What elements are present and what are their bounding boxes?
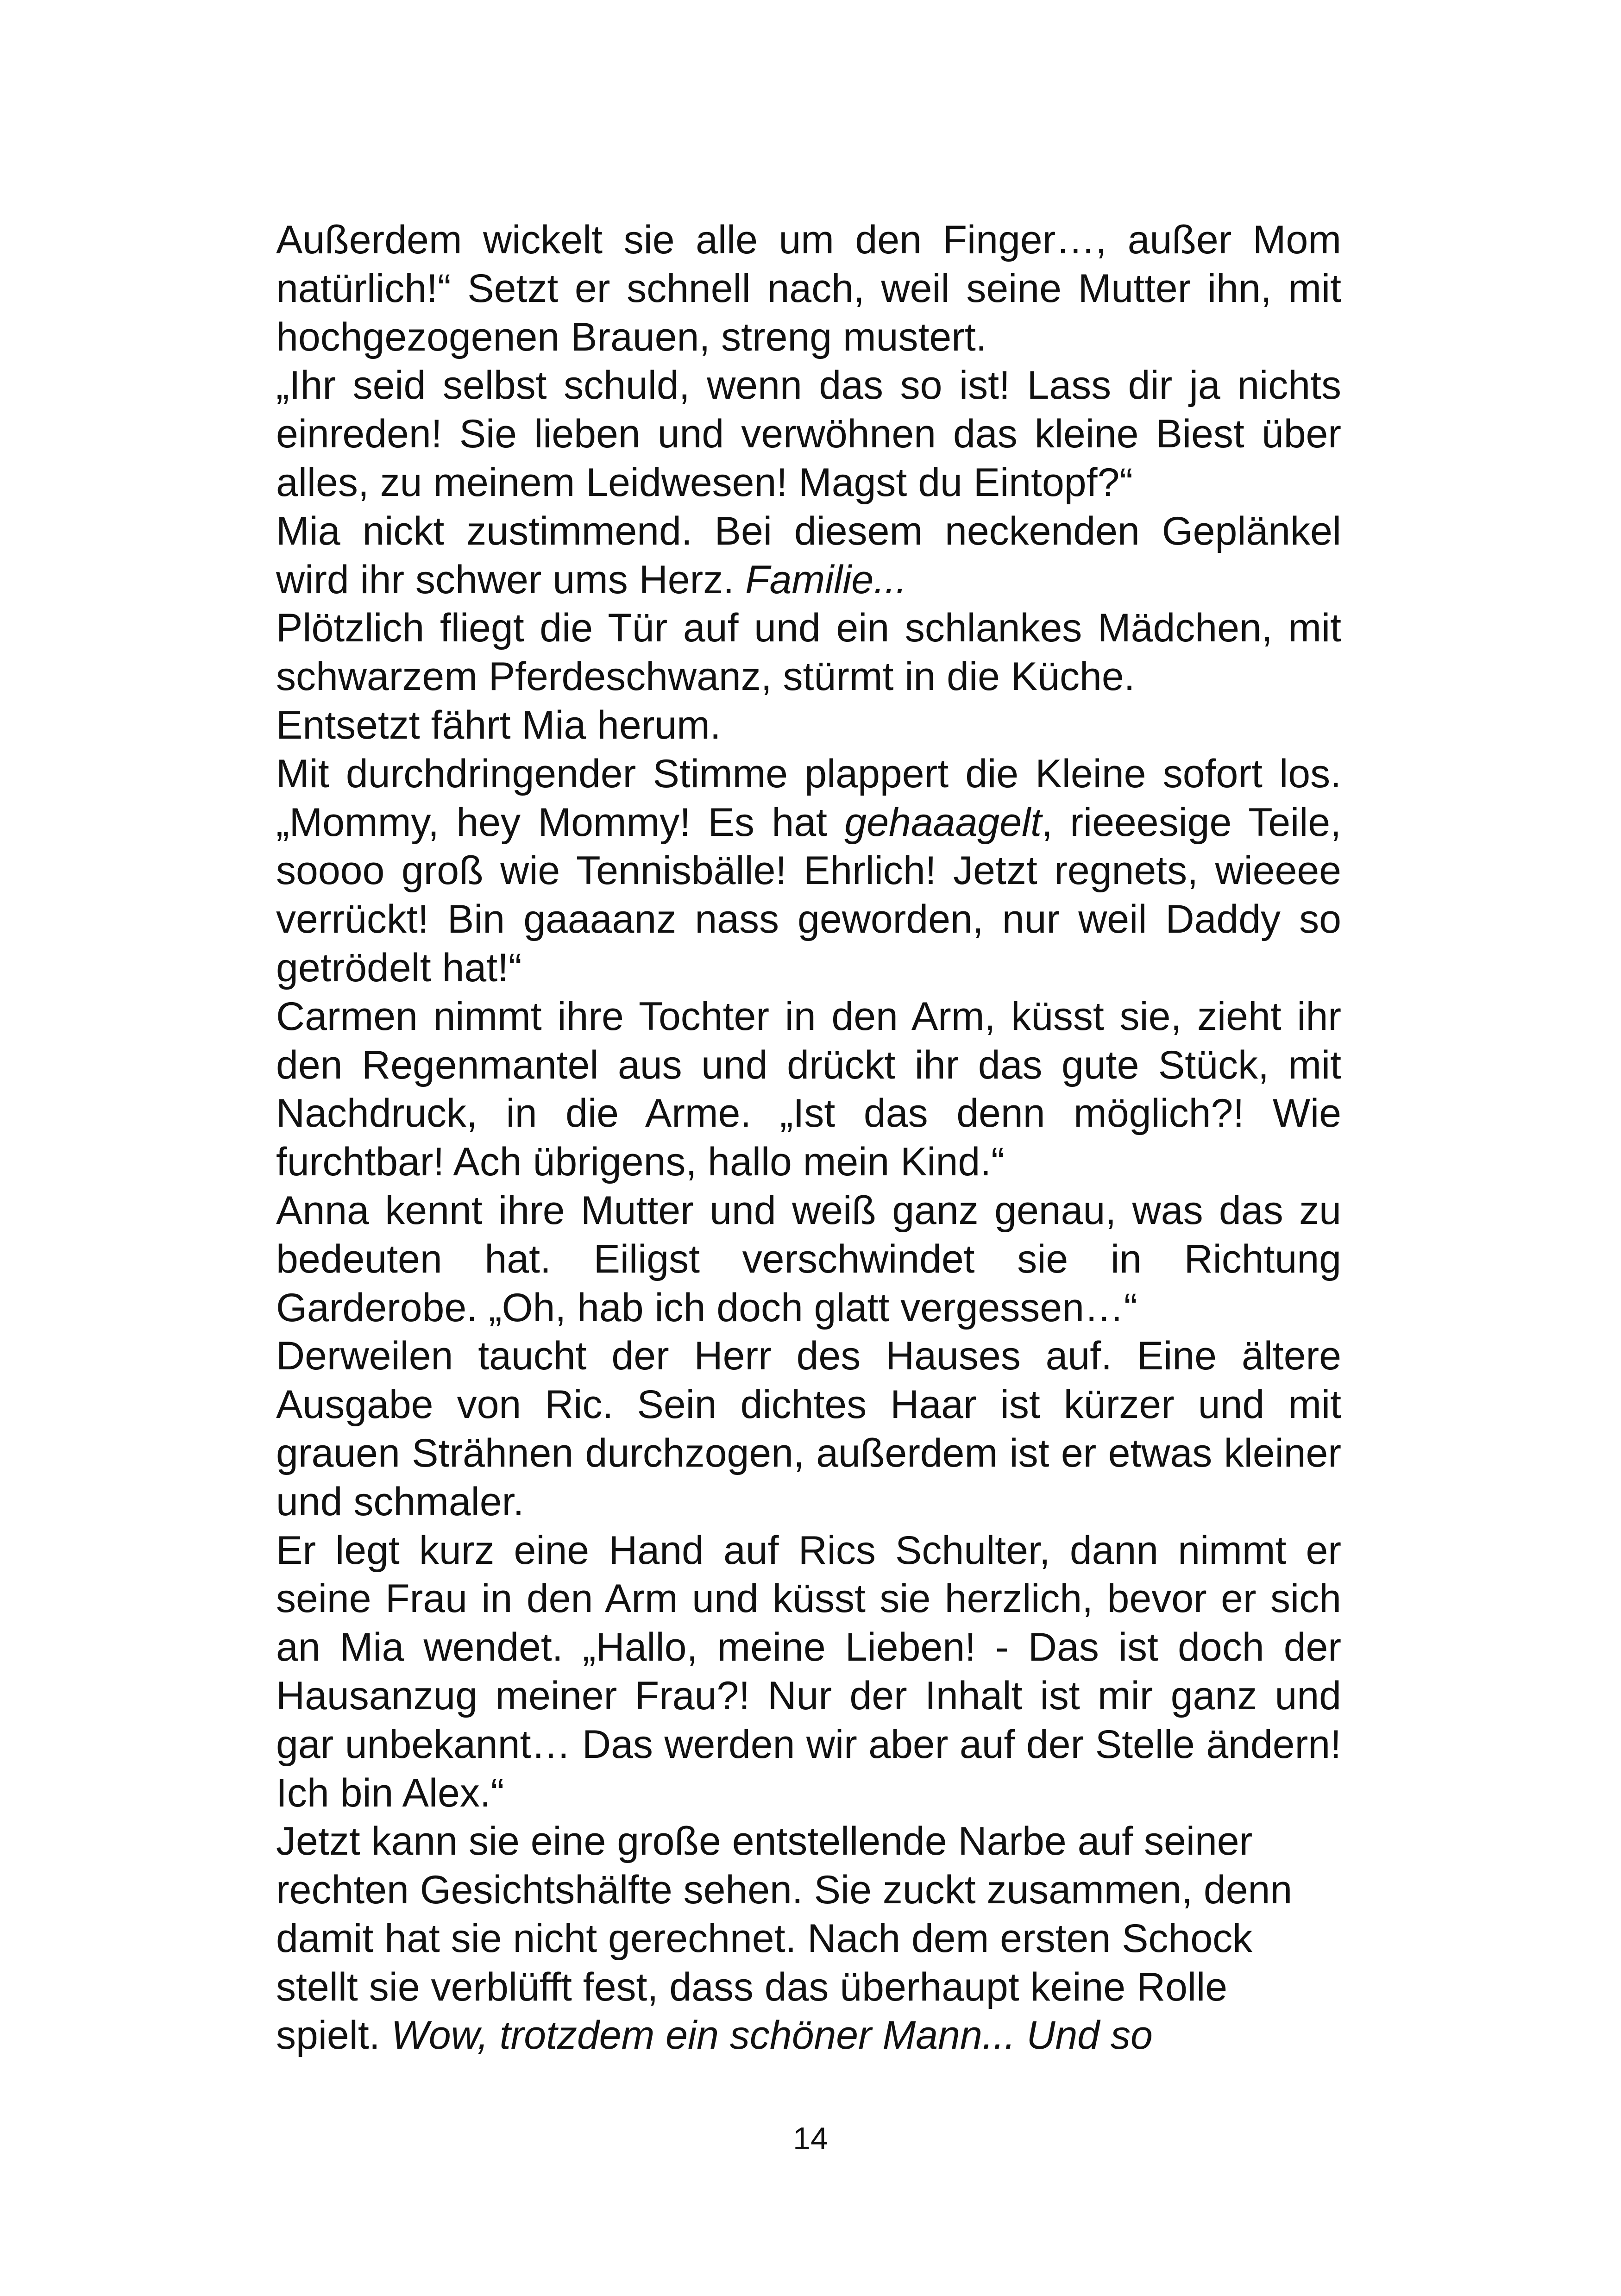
paragraph xyxy=(276,1526,1341,1818)
text-run: „Ihr seid selbst schuld, wenn das so ist! Lass dir ja nichts einreden! Sie lieben und verwöhnen das kleine Biest über alles, zu meinem Leidwesen! Magst du Eintopf?“ xyxy=(276,363,1341,505)
italic-text: gehaaagelt xyxy=(844,800,1042,845)
text-run: Entsetzt fährt Mia herum. xyxy=(276,703,721,747)
text-run: Jetzt kann sie eine große entstellende Narbe auf seiner rechten Gesichtshälfte sehen. Sie zuckt zusammen, denn damit hat sie nicht gerechnet. Nach dem ersten Schock stellt sie verblüfft fest, dass das überhaupt keine Rolle spielt. xyxy=(276,1819,1293,2058)
paragraph xyxy=(276,1332,1341,1526)
text-run: Anna kennt ihre Mutter und weiß ganz genau, was das zu bedeuten hat. Eiligst verschwindet sie in Richtung Garderobe. „Oh, hab ich doch glatt vergessen…“ xyxy=(276,1188,1341,1330)
text-run: Derweilen taucht der Herr des Hauses auf. Eine ältere Ausgabe von Ric. Sein dichtes Haar ist kürzer und mit grauen Strähnen durchzogen, außerdem ist er etwas kleiner und schmaler. xyxy=(276,1334,1341,1524)
text-run: , rieeesige Teile, soooo groß wie Tennisbälle! Ehrlich! Jetzt regnets, wieeee verrückt! Bin gaaaanz nass geworden, nur weil Daddy so getrödelt hat!“ xyxy=(276,800,1342,990)
italic-text: Wow, trotzdem ein schöner Mann... Und so xyxy=(391,2013,1153,2058)
paragraph xyxy=(276,507,1341,604)
paragraph xyxy=(276,992,1341,1186)
page-number: 14 xyxy=(793,2121,828,2156)
text-run: Er legt kurz eine Hand auf Rics Schulter, dann nimmt er seine Frau in den Arm und küsst sie herzlich, bevor er sich an Mia wendet. „Hallo, meine Lieben! - Das ist doch der Hausanzug meiner Frau?! Nur der Inhalt ist mir ganz und gar unbekannt… Das werden wir aber auf der Stelle ändern! Ich bin Alex.“ xyxy=(276,1528,1341,1815)
italic-text: Familie... xyxy=(745,557,907,602)
text-run: Mit durchdringender Stimme plappert die Kleine sofort los. „Mommy, hey Mommy! Es hat xyxy=(276,751,1341,845)
text-run: Carmen nimmt ihre Tochter in den Arm, küsst sie, zieht ihr den Regenmantel aus und drückt ihr das gute Stück, mit Nachdruck, in die Arme. „Ist das denn möglich?! Wie furchtbar! Ach übrigens, hallo mein Kind.“ xyxy=(276,994,1341,1185)
text-run: Außerdem wickelt sie alle um den Finger…, außer Mom natürlich!“ Setzt er schnell nach, weil seine Mutter ihn, mit hochgezogenen Brauen, streng mustert. xyxy=(276,218,1341,359)
paragraph xyxy=(276,216,1341,361)
body-text xyxy=(276,216,1341,2060)
text-run: Mia nickt zustimmend. Bei diesem neckenden Geplänkel wird ihr schwer ums Herz. xyxy=(276,508,1341,602)
paragraph xyxy=(276,1817,1341,2060)
paragraph xyxy=(276,750,1341,992)
text-run: Plötzlich fliegt die Tür auf und ein schlankes Mädchen, mit schwarzem Pferdeschwanz, stürmt in die Küche. xyxy=(276,606,1341,699)
paragraph xyxy=(276,361,1341,507)
paragraph xyxy=(276,701,1341,750)
paragraph xyxy=(276,604,1341,701)
paragraph xyxy=(276,1186,1341,1332)
